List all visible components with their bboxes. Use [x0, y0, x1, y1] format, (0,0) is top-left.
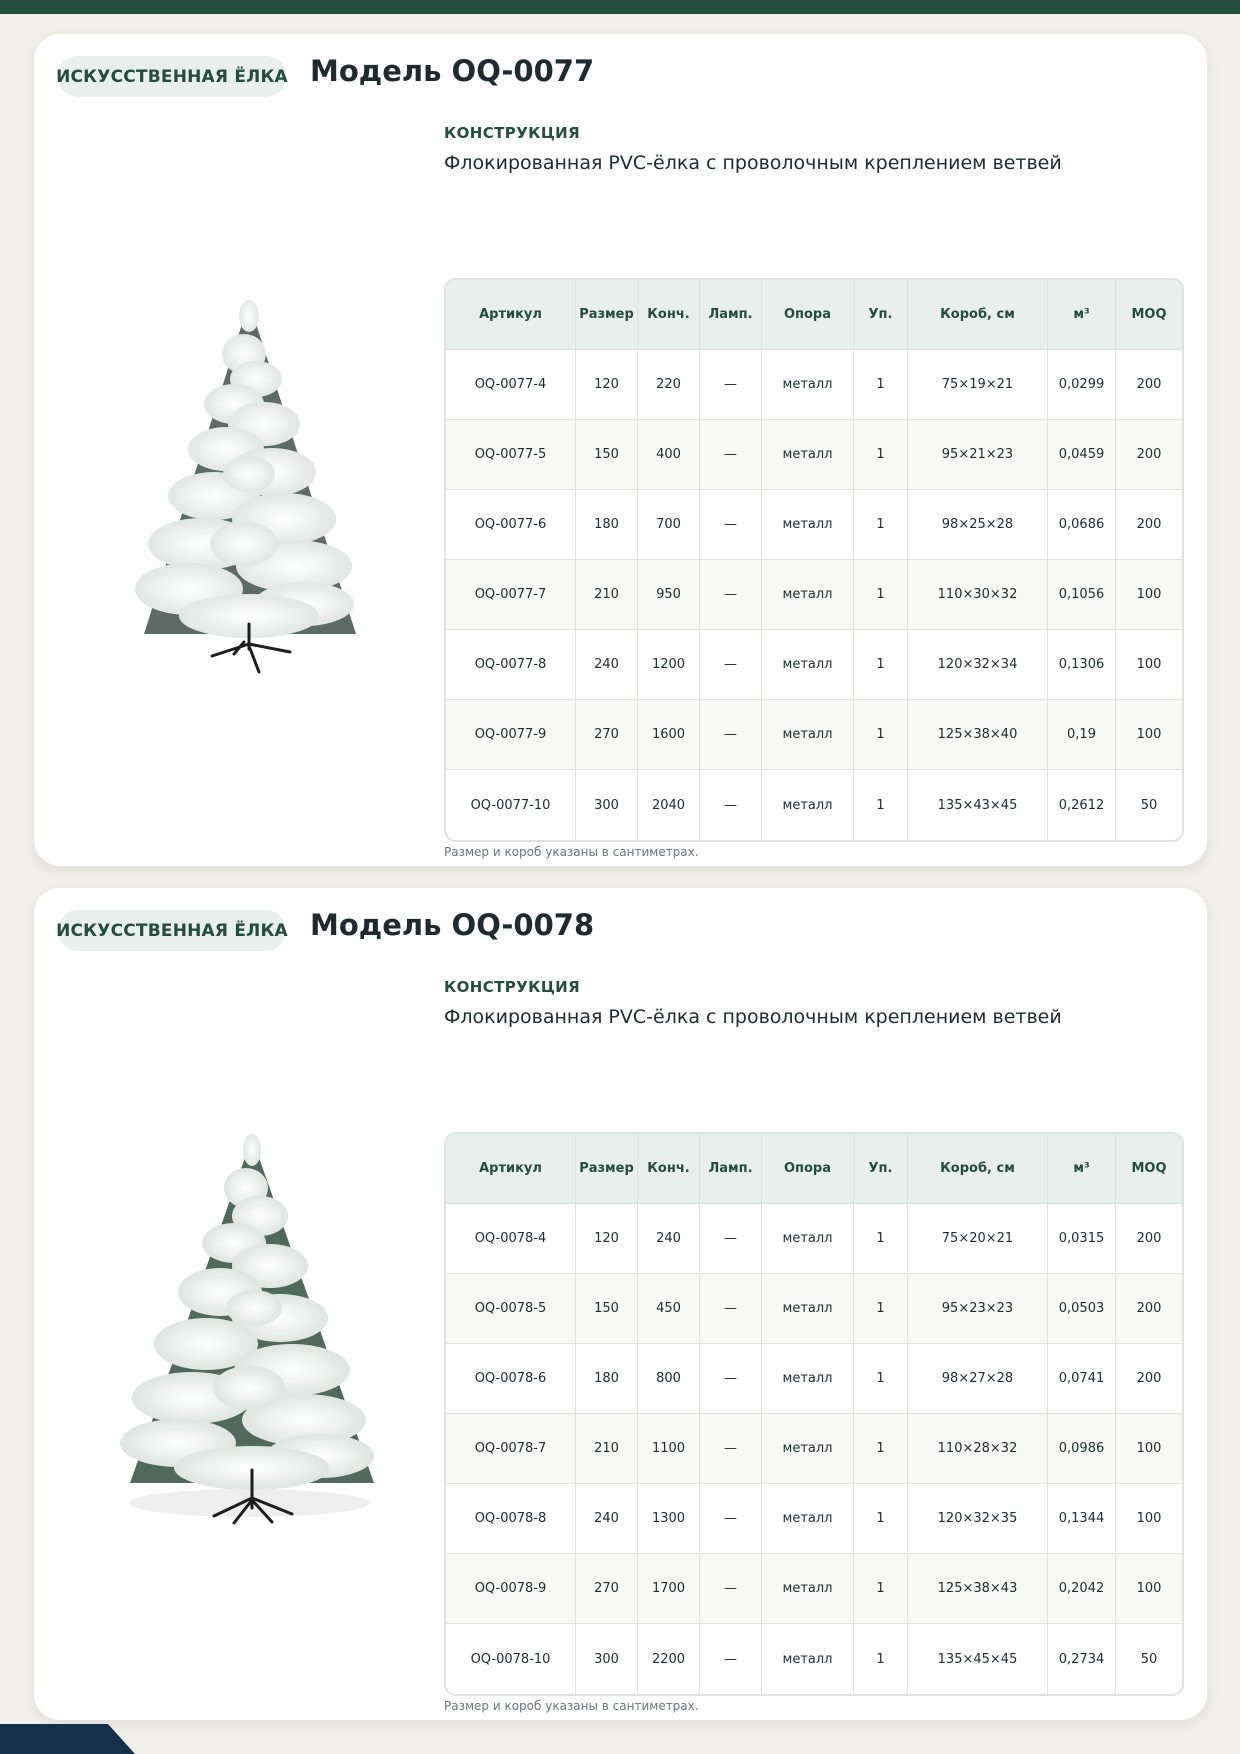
column-header: Короб, см [908, 1134, 1048, 1204]
table-cell: 1700 [638, 1554, 700, 1624]
top-accent-bar [0, 0, 1240, 14]
table-cell: OQ-0077-8 [446, 630, 576, 700]
column-header: Конч. [638, 1134, 700, 1204]
column-header: м³ [1048, 1134, 1116, 1204]
table-cell: 1 [854, 1344, 908, 1414]
table-row [446, 770, 1182, 840]
table-cell: 0,1306 [1048, 630, 1116, 700]
table-cell: 400 [638, 420, 700, 490]
table-cell: 50 [1116, 770, 1182, 840]
table-cell: 2040 [638, 770, 700, 840]
table-cell: 110×28×32 [908, 1414, 1048, 1484]
column-header: Опора [762, 1134, 854, 1204]
table-cell: металл [762, 630, 854, 700]
table-cell: OQ-0077-5 [446, 420, 576, 490]
model-title: Модель OQ-0077 [310, 54, 595, 88]
table-row [446, 420, 1182, 490]
table-row [446, 560, 1182, 630]
table-cell: 1 [854, 700, 908, 770]
column-header: MOQ [1116, 1134, 1182, 1204]
flocked-christmas-tree-image [94, 1098, 384, 1538]
column-header: Ламп. [700, 280, 762, 350]
table-cell: 1300 [638, 1484, 700, 1554]
table-cell: 98×27×28 [908, 1344, 1048, 1414]
table-cell: металл [762, 1344, 854, 1414]
table-cell: 125×38×43 [908, 1554, 1048, 1624]
table-cell: — [700, 560, 762, 630]
table-cell: 75×20×21 [908, 1204, 1048, 1274]
table-cell: 270 [576, 700, 638, 770]
table-cell: 0,2042 [1048, 1554, 1116, 1624]
table-cell: 300 [576, 770, 638, 840]
column-header: Артикул [446, 1134, 576, 1204]
table-cell: 1 [854, 630, 908, 700]
table-row [446, 700, 1182, 770]
column-header: Конч. [638, 280, 700, 350]
table-cell: 95×21×23 [908, 420, 1048, 490]
table-cell: 1600 [638, 700, 700, 770]
table-cell: 180 [576, 1344, 638, 1414]
table-cell: — [700, 1554, 762, 1624]
table-cell: 0,1056 [1048, 560, 1116, 630]
table-cell: металл [762, 560, 854, 630]
table-cell: 1 [854, 1484, 908, 1554]
column-header: Ламп. [700, 1134, 762, 1204]
table-cell: — [700, 630, 762, 700]
table-cell: 100 [1116, 1414, 1182, 1484]
table-cell: 240 [576, 630, 638, 700]
table-cell: — [700, 420, 762, 490]
table-cell: 110×30×32 [908, 560, 1048, 630]
column-header: Артикул [446, 280, 576, 350]
table-cell: 200 [1116, 420, 1182, 490]
table-cell: 0,0986 [1048, 1414, 1116, 1484]
table-cell: OQ-0077-10 [446, 770, 576, 840]
table-cell: 200 [1116, 490, 1182, 560]
table-cell: 1 [854, 1414, 908, 1484]
table-cell: 210 [576, 560, 638, 630]
table-cell: 100 [1116, 700, 1182, 770]
table-cell: — [700, 1204, 762, 1274]
table-cell: металл [762, 700, 854, 770]
table-cell: 220 [638, 350, 700, 420]
table-cell: — [700, 1344, 762, 1414]
column-header: Опора [762, 280, 854, 350]
table-row [446, 1624, 1182, 1694]
table-cell: 1 [854, 1274, 908, 1344]
table-cell: 1100 [638, 1414, 700, 1484]
table-cell: 2200 [638, 1624, 700, 1694]
table-cell: 0,2734 [1048, 1624, 1116, 1694]
table-cell: металл [762, 1274, 854, 1344]
construction-description: Флокированная PVC-ёлка с проволочным креплением ветвей [444, 152, 1062, 174]
table-row [446, 1344, 1182, 1414]
table-row [446, 350, 1182, 420]
table-cell: металл [762, 770, 854, 840]
column-header: Уп. [854, 280, 908, 350]
table-cell: OQ-0078-9 [446, 1554, 576, 1624]
table-cell: 270 [576, 1554, 638, 1624]
table-cell: 200 [1116, 1344, 1182, 1414]
table-cell: — [700, 770, 762, 840]
table-cell: 1200 [638, 630, 700, 700]
table-cell: 0,1344 [1048, 1484, 1116, 1554]
table-cell: металл [762, 1414, 854, 1484]
table-row [446, 630, 1182, 700]
table-cell: металл [762, 1624, 854, 1694]
table-cell: 50 [1116, 1624, 1182, 1694]
table-cell: 150 [576, 1274, 638, 1344]
table-cell: 700 [638, 490, 700, 560]
table-row [446, 1554, 1182, 1624]
table-cell: 100 [1116, 560, 1182, 630]
table-cell: 0,2612 [1048, 770, 1116, 840]
table-cell: 100 [1116, 630, 1182, 700]
table-cell: OQ-0078-8 [446, 1484, 576, 1554]
table-cell: 0,0741 [1048, 1344, 1116, 1414]
table-cell: 200 [1116, 350, 1182, 420]
table-row [446, 1204, 1182, 1274]
table-cell: 1 [854, 350, 908, 420]
table-header-row [446, 1134, 1182, 1204]
column-header: MOQ [1116, 280, 1182, 350]
category-badge: ИСКУССТВЕННАЯ ЁЛКА [58, 56, 286, 97]
table-cell: 240 [638, 1204, 700, 1274]
table-cell: 120×32×35 [908, 1484, 1048, 1554]
table-cell: 125×38×40 [908, 700, 1048, 770]
table-footnote: Размер и короб указаны в сантиметрах. [444, 1699, 699, 1713]
table-cell: 1 [854, 770, 908, 840]
table-cell: 200 [1116, 1274, 1182, 1344]
construction-label: КОНСТРУКЦИЯ [444, 124, 581, 142]
table-cell: 95×23×23 [908, 1274, 1048, 1344]
table-cell: металл [762, 1554, 854, 1624]
table-cell: 1 [854, 420, 908, 490]
table-cell: 75×19×21 [908, 350, 1048, 420]
column-header: Короб, см [908, 280, 1048, 350]
table-row [446, 1274, 1182, 1344]
table-cell: металл [762, 1204, 854, 1274]
table-row [446, 490, 1182, 560]
table-cell: 120 [576, 350, 638, 420]
category-badge: ИСКУССТВЕННАЯ ЁЛКА [58, 910, 286, 951]
table-cell: OQ-0078-10 [446, 1624, 576, 1694]
table-cell: — [700, 350, 762, 420]
table-cell: OQ-0077-9 [446, 700, 576, 770]
table-cell: 0,0299 [1048, 350, 1116, 420]
table-cell: 0,0503 [1048, 1274, 1116, 1344]
table-cell: 450 [638, 1274, 700, 1344]
table-cell: 98×25×28 [908, 490, 1048, 560]
table-cell: OQ-0077-4 [446, 350, 576, 420]
table-cell: OQ-0078-4 [446, 1204, 576, 1274]
product-card [34, 888, 1207, 1720]
table-footnote: Размер и короб указаны в сантиметрах. [444, 845, 699, 859]
table-header-row [446, 280, 1182, 350]
table-cell: 100 [1116, 1554, 1182, 1624]
product-card [34, 34, 1207, 866]
table-cell: — [700, 1484, 762, 1554]
table-cell: 300 [576, 1624, 638, 1694]
table-cell: металл [762, 350, 854, 420]
table-cell: 135×45×45 [908, 1624, 1048, 1694]
specification-table [444, 1132, 1184, 1696]
table-cell: — [700, 1414, 762, 1484]
table-row [446, 1484, 1182, 1554]
table-cell: 1 [854, 1204, 908, 1274]
column-header: Уп. [854, 1134, 908, 1204]
table-cell: металл [762, 490, 854, 560]
table-cell: OQ-0077-6 [446, 490, 576, 560]
table-cell: 150 [576, 420, 638, 490]
table-cell: 180 [576, 490, 638, 560]
table-cell: 120 [576, 1204, 638, 1274]
table-cell: 1 [854, 1554, 908, 1624]
table-cell: OQ-0078-7 [446, 1414, 576, 1484]
table-cell: 0,0315 [1048, 1204, 1116, 1274]
table-cell: 100 [1116, 1484, 1182, 1554]
corner-decoration [0, 1724, 135, 1754]
table-cell: 135×43×45 [908, 770, 1048, 840]
column-header: м³ [1048, 280, 1116, 350]
table-cell: — [700, 700, 762, 770]
table-cell: 1 [854, 490, 908, 560]
model-title: Модель OQ-0078 [310, 908, 595, 942]
table-cell: 0,19 [1048, 700, 1116, 770]
table-cell: 1 [854, 1624, 908, 1694]
table-cell: 0,0459 [1048, 420, 1116, 490]
table-cell: — [700, 1624, 762, 1694]
table-cell: 200 [1116, 1204, 1182, 1274]
column-header: Размер [576, 1134, 638, 1204]
table-cell: OQ-0078-5 [446, 1274, 576, 1344]
construction-label: КОНСТРУКЦИЯ [444, 978, 581, 996]
table-cell: 0,0686 [1048, 490, 1116, 560]
table-cell: OQ-0077-7 [446, 560, 576, 630]
table-cell: — [700, 490, 762, 560]
table-cell: OQ-0078-6 [446, 1344, 576, 1414]
table-cell: 120×32×34 [908, 630, 1048, 700]
specification-table [444, 278, 1184, 842]
table-cell: 950 [638, 560, 700, 630]
table-cell: металл [762, 1484, 854, 1554]
table-cell: 1 [854, 560, 908, 630]
flocked-christmas-tree-image [94, 244, 384, 684]
construction-description: Флокированная PVC-ёлка с проволочным креплением ветвей [444, 1006, 1062, 1028]
table-cell: 800 [638, 1344, 700, 1414]
table-row [446, 1414, 1182, 1484]
column-header: Размер [576, 280, 638, 350]
table-cell: металл [762, 420, 854, 490]
table-cell: 210 [576, 1414, 638, 1484]
table-cell: — [700, 1274, 762, 1344]
table-cell: 240 [576, 1484, 638, 1554]
